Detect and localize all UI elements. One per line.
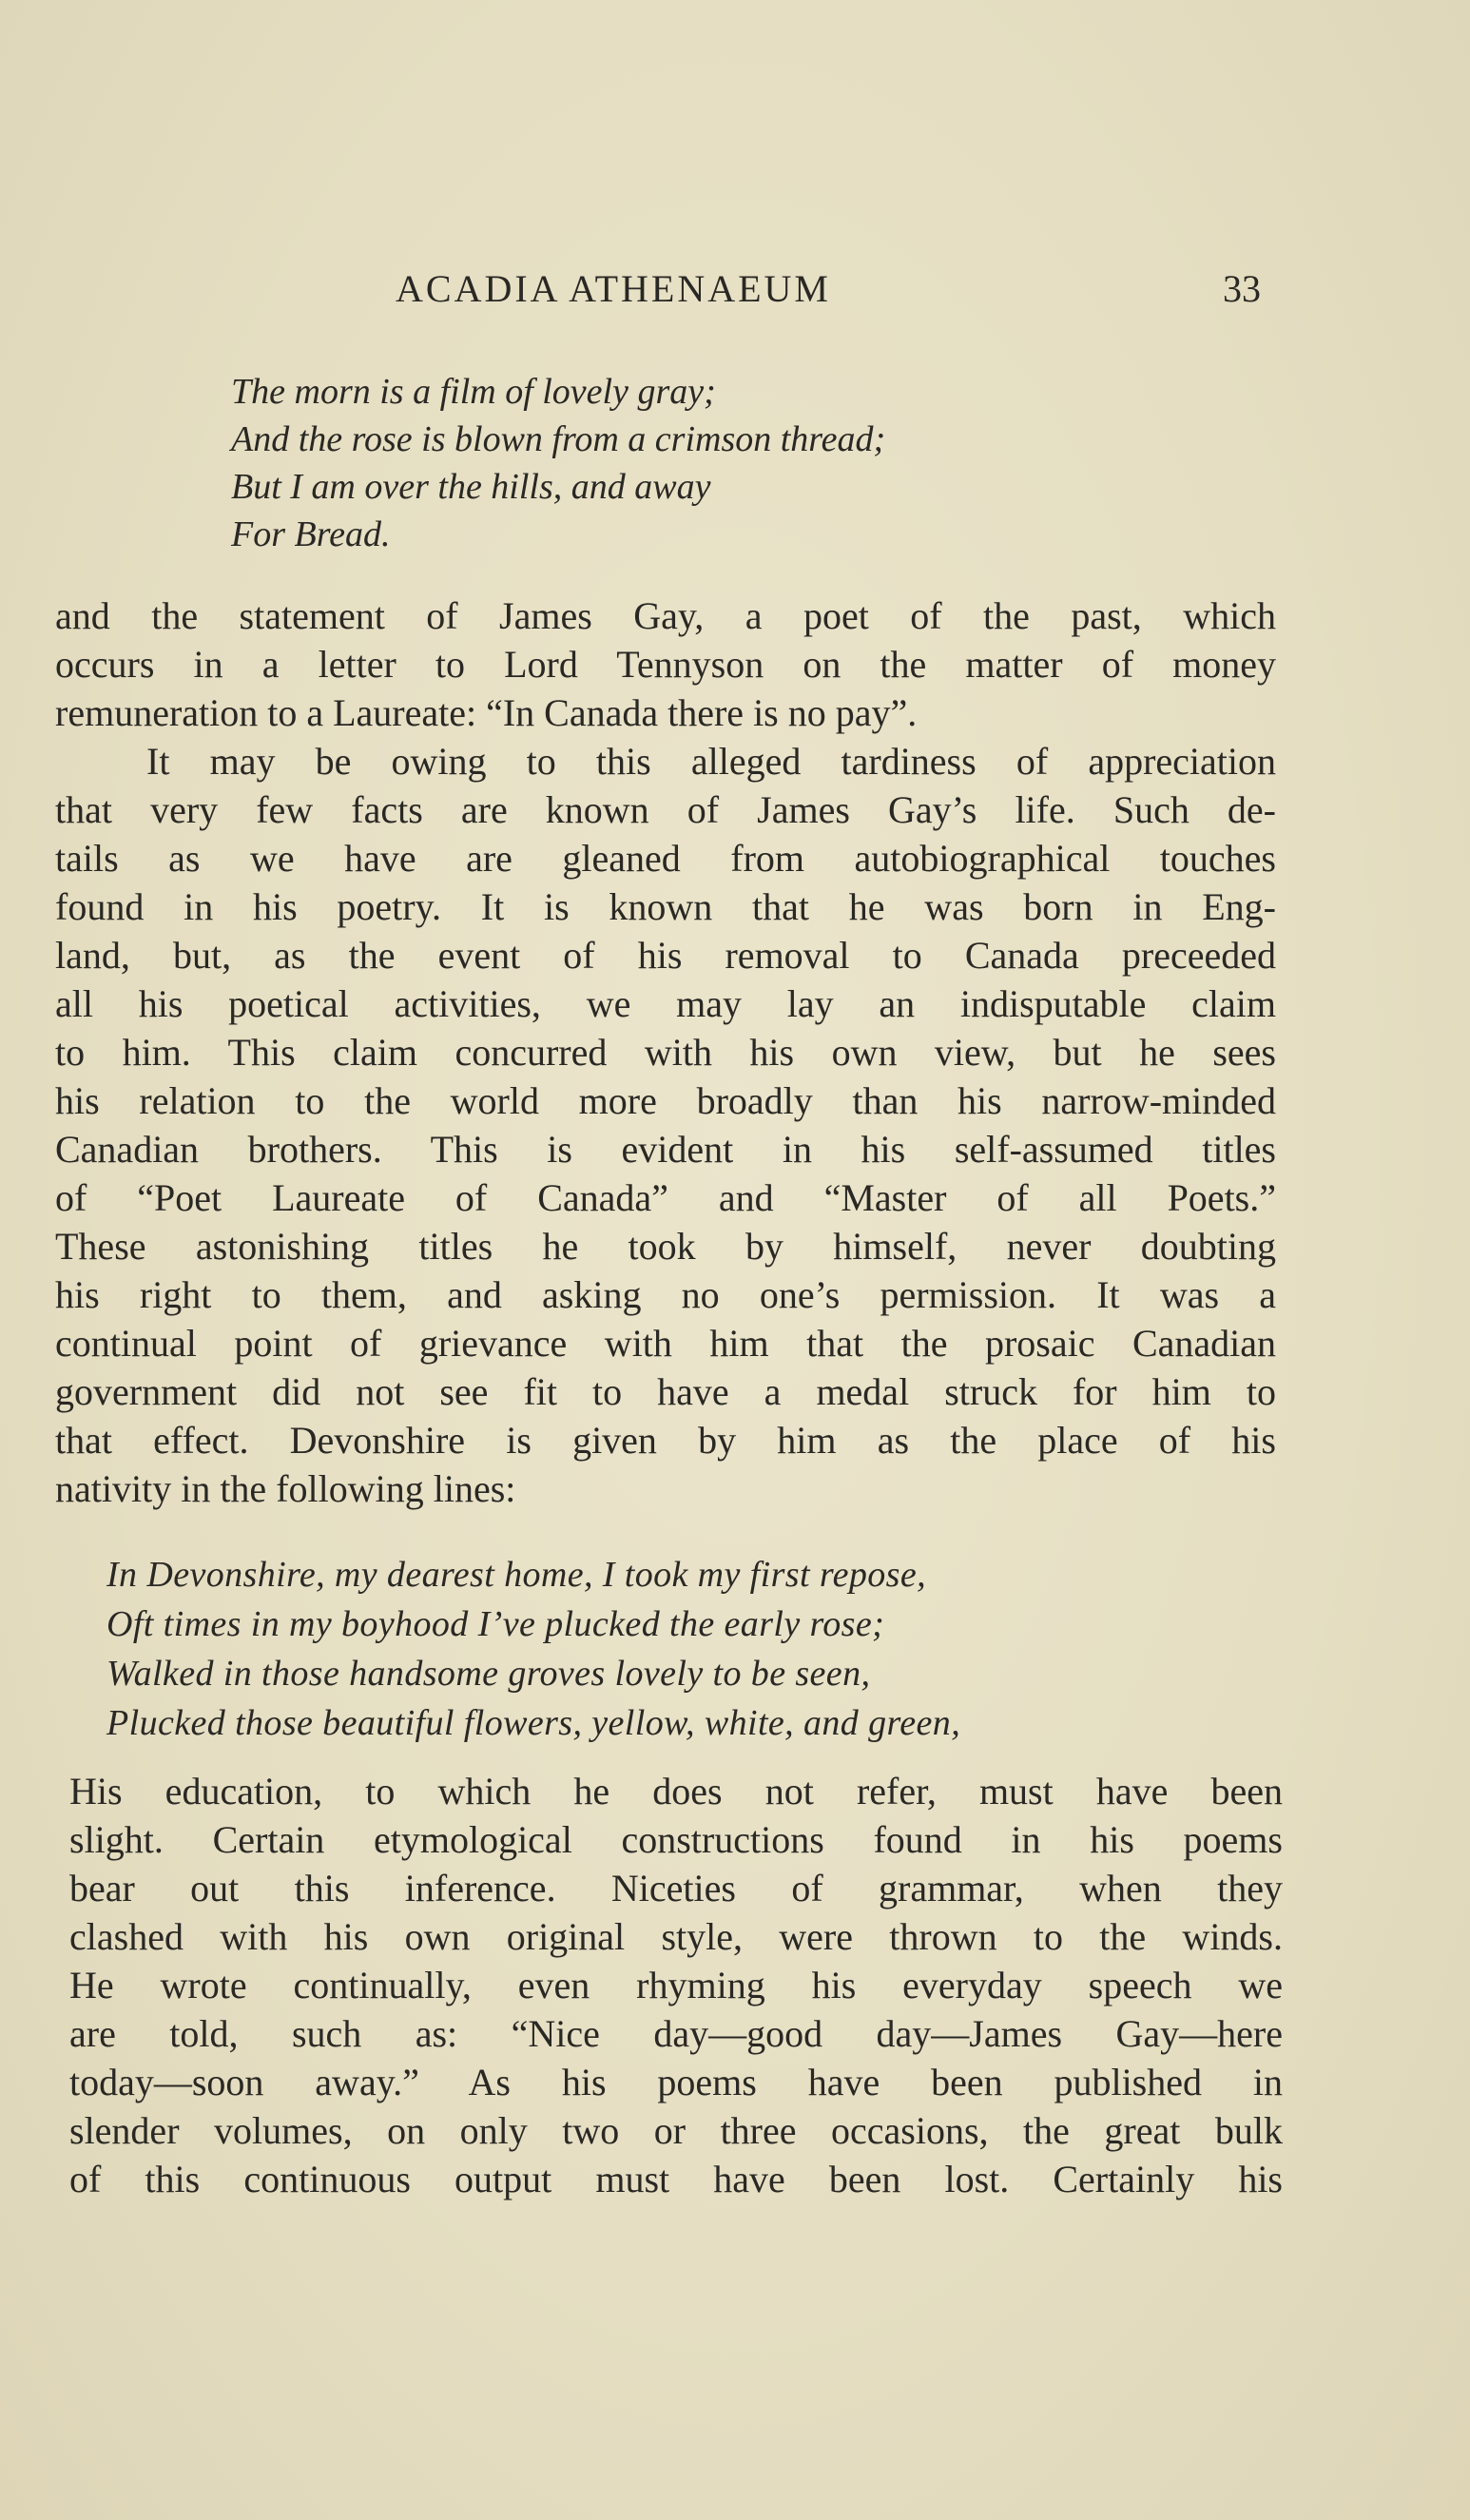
text-line: land, but, as the event of his removal to Canada preceeded [55, 934, 1276, 977]
text-line: and the statement of James Gay, a poet of the past, which [55, 594, 1276, 637]
text-line: remuneration to a Laureate: “In Canada there is no pay”. [55, 691, 918, 734]
verse-line: The morn is a film of lovely gray; [231, 372, 716, 412]
verse-line: Oft times in my boyhood I’ve plucked the early rose; [106, 1604, 885, 1644]
text-line: slight. Certain etymological constructions found in his poems [69, 1818, 1283, 1861]
text-line: that very few facts are known of James Gay’s life. Such de- [55, 788, 1276, 831]
text-line: bear out this inference. Niceties of grammar, when they [69, 1867, 1283, 1909]
text-line: continual point of grievance with him that the prosaic Canadian [55, 1322, 1276, 1365]
text-line: all his poetical activities, we may lay an indisputable claim [55, 982, 1276, 1025]
text-line: He wrote continually, even rhyming his everyday speech we [69, 1964, 1283, 2006]
page-number: 33 [1223, 267, 1261, 310]
verse-line: For Bread. [231, 514, 391, 554]
verse-line: But I am over the hills, and away [231, 467, 711, 507]
text-line: to him. This claim concurred with his own view, but he sees [55, 1031, 1276, 1074]
text-line: his relation to the world more broadly than his narrow-minded [55, 1079, 1276, 1122]
text-line: nativity in the following lines: [55, 1467, 516, 1510]
verse-line: And the rose is blown from a crimson thread; [231, 419, 886, 459]
text-line: his right to them, and asking no one’s permission. It was a [55, 1273, 1276, 1316]
text-line: today—soon away.” As his poems have been published in [69, 2061, 1283, 2103]
paragraph-1 [55, 591, 1276, 737]
text-line: of this continuous output must have been lost. Certainly his [69, 2158, 1283, 2200]
verse-stanza-1 [231, 368, 1106, 558]
text-line: These astonishing titles he took by himself, never doubting [55, 1225, 1276, 1268]
text-line: His education, to which he does not refer, must have been [69, 1770, 1283, 1812]
paragraph-2 [55, 737, 1276, 1513]
text-line: found in his poetry. It is known that he was born in Eng- [55, 885, 1276, 928]
text-line: slender volumes, on only two or three occasions, the great bulk [69, 2109, 1283, 2152]
running-header [0, 266, 1470, 323]
text-line: that effect. Devonshire is given by him as the place of his [55, 1419, 1276, 1462]
text-line: are told, such as: “Nice day—good day—James Gay—here [69, 2012, 1283, 2055]
text-line: clashed with his own original style, were thrown to the winds. [69, 1915, 1283, 1958]
text-line: It may be owing to this alleged tardiness of appreciation [146, 740, 1276, 783]
verse-line: In Devonshire, my dearest home, I took my first repose, [106, 1555, 927, 1595]
text-line: Canadian brothers. This is evident in his self-assumed titles [55, 1128, 1276, 1171]
body-text-continued [69, 1767, 1283, 2203]
text-line: occurs in a letter to Lord Tennyson on the matter of money [55, 643, 1276, 686]
verse-line: Walked in those handsome groves lovely to be seen, [106, 1654, 871, 1694]
verse-stanza-2 [106, 1550, 1267, 1748]
body-text [55, 591, 1276, 1513]
paragraph-3 [69, 1767, 1283, 2203]
text-line: tails as we have are gleaned from autobiographical touches [55, 837, 1276, 880]
text-line: government did not see fit to have a medal struck for him to [55, 1370, 1276, 1413]
journal-title: ACADIA ATHENAEUM [396, 267, 831, 310]
text-line: of “Poet Laureate of Canada” and “Master of all Poets.” [55, 1176, 1276, 1219]
verse-line: Plucked those beautiful flowers, yellow, white, and green, [106, 1703, 961, 1743]
